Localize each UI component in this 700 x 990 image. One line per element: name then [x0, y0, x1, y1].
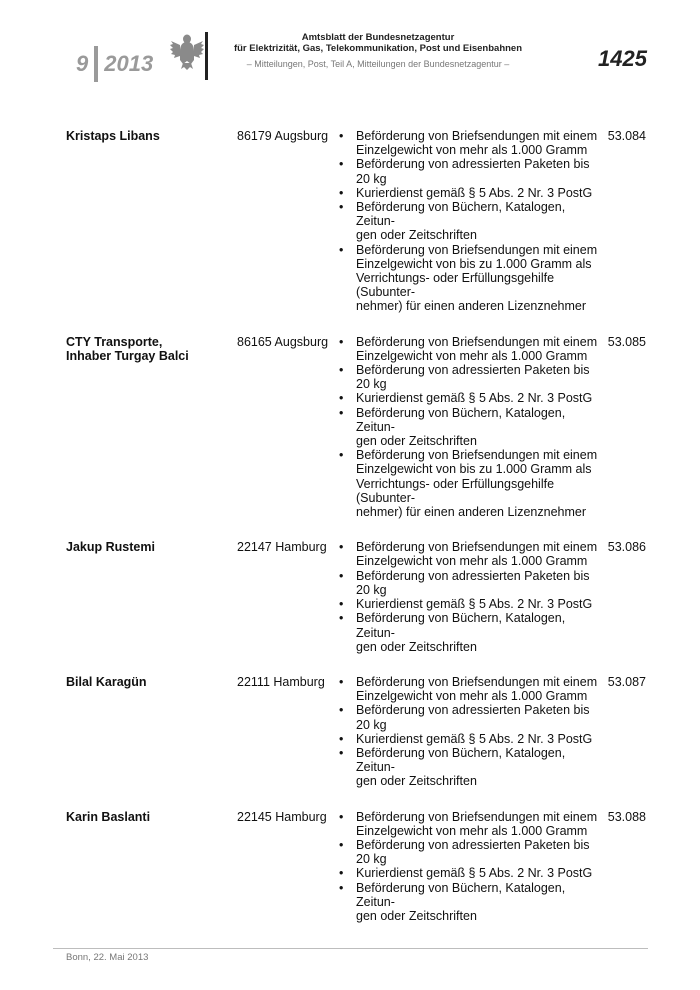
service-item	[339, 200, 604, 243]
service-item	[339, 810, 604, 838]
licensee-name-line: Bilal Karagün	[66, 674, 147, 689]
service-item-line: • Kurierdienst gemäß § 5 Abs. 2 Nr. 3 PostG	[356, 597, 593, 612]
service-item-line: • Beförderung von adressierten Paketen bis	[356, 703, 590, 718]
service-item	[339, 335, 604, 363]
service-item-line: • Beförderung von Briefsendungen mit einem	[356, 540, 598, 555]
service-item-line: • Kurierdienst gemäß § 5 Abs. 2 Nr. 3 PostG	[356, 185, 593, 200]
service-item	[339, 540, 604, 568]
service-item-line: • Kurierdienst gemäß § 5 Abs. 2 Nr. 3 PostG	[356, 866, 593, 881]
license-number: 53.087	[607, 674, 646, 689]
service-item-line: • Beförderung von adressierten Paketen bis	[356, 363, 590, 378]
list-item	[66, 335, 650, 520]
service-list	[339, 335, 604, 520]
issue-label	[76, 46, 153, 82]
service-item-line: gen oder Zeitschriften	[356, 228, 477, 243]
licensee-city: 22147 Hamburg	[237, 540, 327, 555]
licensee-city: 86179 Augsburg	[237, 129, 329, 143]
licensee-city: 22145 Hamburg	[237, 809, 327, 824]
service-item	[339, 186, 604, 200]
service-item-line: • Beförderung von Büchern, Katalogen, Zeitun-	[356, 880, 566, 909]
page-header	[0, 0, 700, 90]
service-item-line: Verrichtungs- oder Erfüllungsgehilfe (Subunter-	[356, 476, 555, 505]
licensee-name-line: Karin Baslanti	[66, 809, 151, 824]
service-item	[339, 675, 604, 703]
list-item	[66, 540, 650, 654]
service-item-line: 20 kg	[356, 852, 387, 867]
licensee-name	[66, 540, 231, 554]
service-item-line: 20 kg	[356, 377, 387, 392]
service-item-line: Einzelgewicht von mehr als 1.000 Gramm	[356, 143, 588, 158]
service-list	[339, 540, 604, 654]
service-item	[339, 406, 604, 449]
service-item-line: Einzelgewicht von bis zu 1.000 Gramm als	[356, 462, 592, 477]
license-number: 53.088	[607, 809, 646, 824]
service-item-line: • Beförderung von adressierten Paketen bis	[356, 568, 590, 583]
list-item	[66, 675, 650, 789]
service-item-line: Einzelgewicht von mehr als 1.000 Gramm	[356, 348, 588, 363]
licensee-name-line: Kristaps Libans	[66, 129, 160, 143]
service-list	[339, 810, 604, 924]
service-item-line: • Kurierdienst gemäß § 5 Abs. 2 Nr. 3 PostG	[356, 731, 593, 746]
page-number: 1425	[598, 46, 647, 71]
service-item-line: • Kurierdienst gemäß § 5 Abs. 2 Nr. 3 PostG	[356, 391, 593, 406]
service-item-line: 20 kg	[356, 717, 387, 732]
issue-divider	[94, 46, 98, 82]
publication-title-line1: Amtsblatt der Bundesnetzagentur	[301, 32, 455, 43]
issue-number: 9	[76, 51, 89, 76]
publication-title-line2: für Elektrizität, Gas, Telekommunikation, Post und Eisenbahnen	[233, 43, 523, 54]
service-item	[339, 838, 604, 866]
license-number: 53.086	[607, 540, 646, 555]
licensee-city: 86165 Augsburg	[237, 334, 329, 349]
service-item-line: nehmer) für einen anderen Lizenznehmer	[356, 505, 586, 520]
service-item	[339, 391, 604, 405]
service-item	[339, 881, 604, 924]
service-item-line: • Beförderung von Büchern, Katalogen, Zeitun-	[356, 200, 566, 229]
service-item	[339, 129, 604, 157]
service-item-line: 20 kg	[356, 171, 387, 186]
service-item-line: gen oder Zeitschriften	[356, 639, 477, 654]
service-item	[339, 157, 604, 185]
list-item	[66, 129, 650, 314]
service-item	[339, 448, 604, 519]
service-item-line: • Beförderung von Briefsendungen mit einem	[356, 448, 598, 463]
service-item-line: Verrichtungs- oder Erfüllungsgehilfe (Subunter-	[356, 271, 555, 300]
service-item	[339, 611, 604, 654]
license-number: 53.084	[607, 129, 646, 143]
service-item-line: gen oder Zeitschriften	[356, 434, 477, 449]
service-item	[339, 597, 604, 611]
service-item-line: • Beförderung von Briefsendungen mit einem	[356, 129, 598, 143]
service-item-line: gen oder Zeitschriften	[356, 774, 477, 789]
service-item-line: Einzelgewicht von mehr als 1.000 Gramm	[356, 554, 588, 569]
licensee-name	[66, 335, 231, 363]
service-item-line: • Beförderung von adressierten Paketen bis	[356, 837, 590, 852]
service-item	[339, 569, 604, 597]
service-item-line: Einzelgewicht von mehr als 1.000 Gramm	[356, 689, 588, 704]
service-list	[339, 675, 604, 789]
service-item-line: nehmer) für einen anderen Lizenznehmer	[356, 299, 586, 314]
service-list	[339, 129, 604, 314]
footer-date: Bonn, 22. Mai 2013	[66, 952, 149, 963]
service-item	[339, 732, 604, 746]
service-item-line: Einzelgewicht von mehr als 1.000 Gramm	[356, 823, 588, 838]
service-item	[339, 746, 604, 789]
service-item-line: • Beförderung von adressierten Paketen bis	[356, 157, 590, 172]
service-item	[339, 243, 604, 314]
service-item-line: Einzelgewicht von bis zu 1.000 Gramm als	[356, 256, 592, 271]
list-item	[66, 810, 650, 924]
service-item-line: • Beförderung von Büchern, Katalogen, Zeitun-	[356, 745, 566, 775]
licensee-name-line: CTY Transporte,	[66, 334, 163, 349]
footer-divider	[53, 948, 648, 949]
issue-year: 2013	[104, 51, 154, 76]
service-item-line: • Beförderung von Briefsendungen mit einem	[356, 242, 598, 257]
federal-eagle-icon	[170, 30, 204, 70]
licensee-name	[66, 129, 231, 143]
service-item	[339, 703, 604, 731]
license-list	[66, 129, 650, 944]
header-divider	[205, 32, 208, 80]
license-number: 53.085	[607, 334, 646, 349]
licensee-name-line: Inhaber Turgay Balci	[66, 348, 189, 363]
service-item-line: 20 kg	[356, 582, 387, 597]
publication-subtitle: – Mitteilungen, Post, Teil A, Mitteilungen der Bundesnetzagentur –	[246, 59, 510, 69]
licensee-name	[66, 675, 231, 689]
service-item-line: gen oder Zeitschriften	[356, 908, 477, 923]
service-item-line: • Beförderung von Briefsendungen mit einem	[356, 809, 598, 824]
service-item	[339, 866, 604, 880]
service-item-line: • Beförderung von Briefsendungen mit einem	[356, 334, 598, 349]
publication-title	[233, 32, 523, 54]
service-item	[339, 363, 604, 391]
service-item-line: • Beförderung von Büchern, Katalogen, Zeitun-	[356, 405, 566, 434]
service-item-line: • Beförderung von Briefsendungen mit einem	[356, 674, 598, 689]
licensee-name-line: Jakup Rustemi	[66, 540, 155, 555]
service-item-line: • Beförderung von Büchern, Katalogen, Zeitun-	[356, 611, 566, 640]
licensee-name	[66, 810, 231, 824]
licensee-city: 22111 Hamburg	[237, 674, 325, 689]
